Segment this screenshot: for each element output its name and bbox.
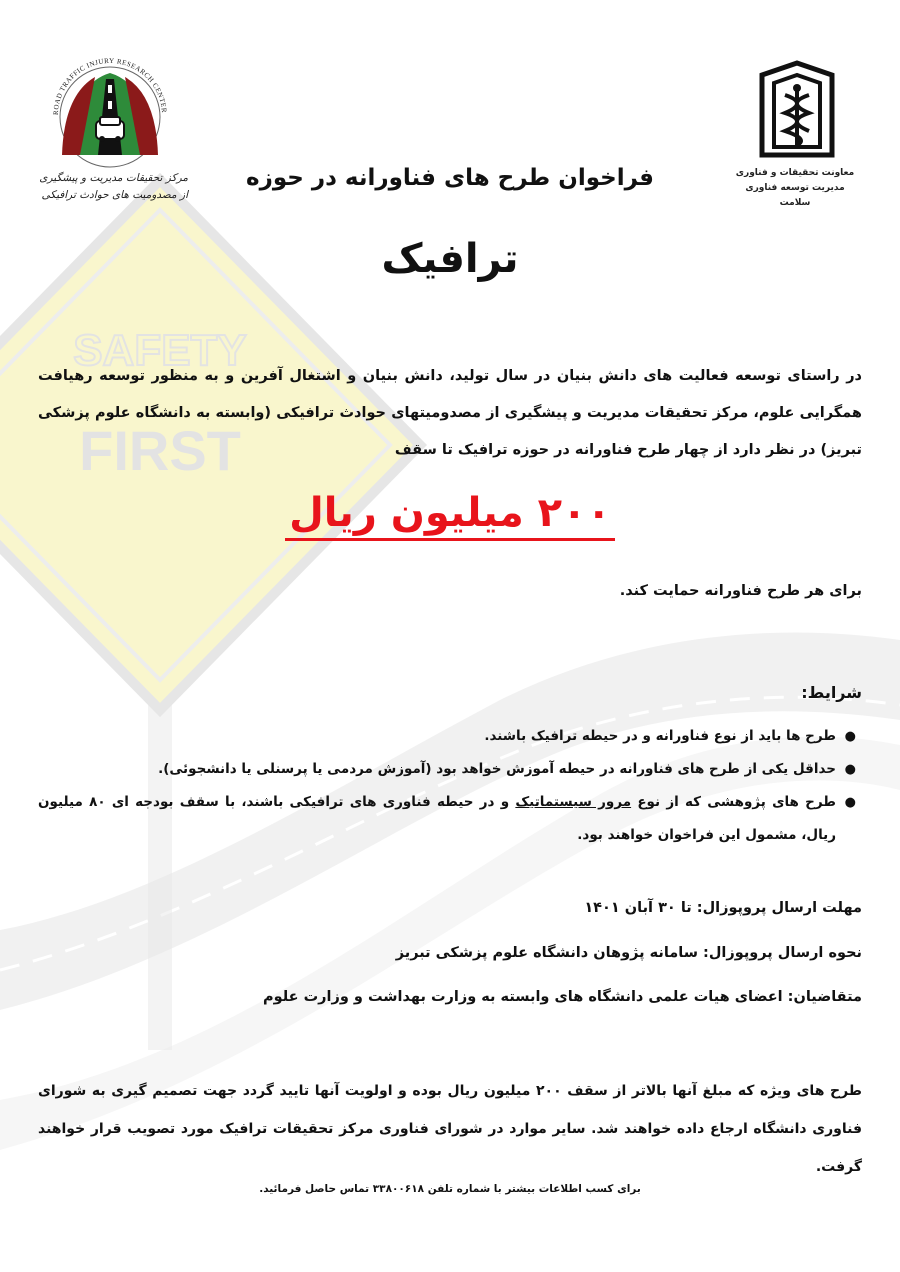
submission-method: نحوه ارسال پروپوزال: سامانه پژوهان دانشگاه علوم پزشکی تبریز (395, 945, 862, 961)
conditions-list (38, 720, 860, 852)
rtirc-caption-line2: از مصدومیت های حوادث ترافیکی (41, 189, 188, 201)
condition-text-2: حداقل یکی از طرح های فناورانه در حیطه آموزش خواهد بود (آموزش مردمی یا پرسنلی یا دانشجوئی). (158, 761, 836, 777)
proposal-deadline: مهلت ارسال پروپوزال: تا ۳۰ آبان ۱۴۰۱ (584, 900, 862, 916)
support-sentence: برای هر طرح فناورانه حمایت کند. (619, 583, 862, 599)
ministry-emblem-icon (747, 55, 847, 165)
ministry-caption-line1: معاونت تحقیقات و فناوری (735, 168, 855, 178)
bullet-icon: ● (844, 795, 856, 810)
condition-text-3-start: طرح های پژوهشی که از نوع (631, 794, 837, 810)
conditions-heading: شرایط: (801, 683, 862, 702)
list-item (38, 753, 860, 786)
sign-text-line1: SAFETY (73, 326, 247, 375)
contact-footer: برای کسب اطلاعات بیشتر با شماره تلفن ۳۳۸۰۰۶۱۸ تماس حاصل فرمائید. (259, 1183, 641, 1195)
page-title: فراخوان طرح های فناورانه در حوزه (246, 165, 654, 191)
funding-amount-text: ۲۰۰ میلیون ریال (285, 490, 615, 541)
page-title-subject: ترافیک (381, 236, 519, 282)
bullet-icon: ● (844, 762, 856, 777)
rtirc-logo (40, 55, 180, 220)
special-projects-paragraph: طرح های ویژه که مبلغ آنها بالاتر از سقف ۲۰۰ میلیون ریال بوده و اولویت آنها تایید گردد جهت تصمیم گیری به شورای فناوری دانشگاه ارجاع داده خواهند شد. سایر موارد در شورای فناوری مرکز تحقیقات ترافیک مورد تصویب قرار خواهند گرفت. (38, 1083, 862, 1175)
road-traffic-logo-icon (40, 55, 180, 175)
ministry-logo (742, 55, 852, 205)
intro-paragraph: در راستای توسعه فعالیت های دانش بنیان در سال تولید، دانش بنیان و اشتغال آفرین و به منظور توسعه رهیافت همگرایی علوم، مرکز تحقیقات مدیریت و پیشگیری از مصدومیتهای حوادث ترافیکی (وابسته به دانشگاه علوم پزشکی تبریز) در نظر دارد از چهار طرح فناورانه در حوزه ترافیک تا سقف (38, 368, 862, 458)
condition-text-3-underlined: مرور سیستماتیک (515, 794, 632, 810)
ministry-caption-line2: مدیریت توسعه فناوری سلامت (745, 183, 845, 208)
funding-amount (260, 490, 640, 536)
rtirc-caption-line1: مرکز تحقیقات مدیریت و پیشگیری (39, 172, 188, 184)
sign-text-line2: FIRST (79, 419, 241, 482)
condition-text-3-end: و در حیطه فناوری های ترافیکی باشند، با سقف بودجه ای ۸۰ میلیون ریال، مشمول این فراخوان خواهند بود. (38, 794, 836, 843)
condition-text-1: طرح ها باید از نوع فناورانه و در حیطه ترافیک باشند. (484, 728, 836, 744)
eligible-applicants: متقاضیان: اعضای هیات علمی دانشگاه های وابسته به وزارت بهداشت و وزارت علوم (263, 989, 862, 1005)
svg-text:ROAD TRAFFIC INJURY RESEARCH C: ROAD TRAFFIC INJURY RESEARCH CENTER (51, 56, 169, 116)
list-item (38, 786, 860, 852)
bullet-icon: ● (844, 729, 856, 744)
list-item (38, 720, 860, 753)
